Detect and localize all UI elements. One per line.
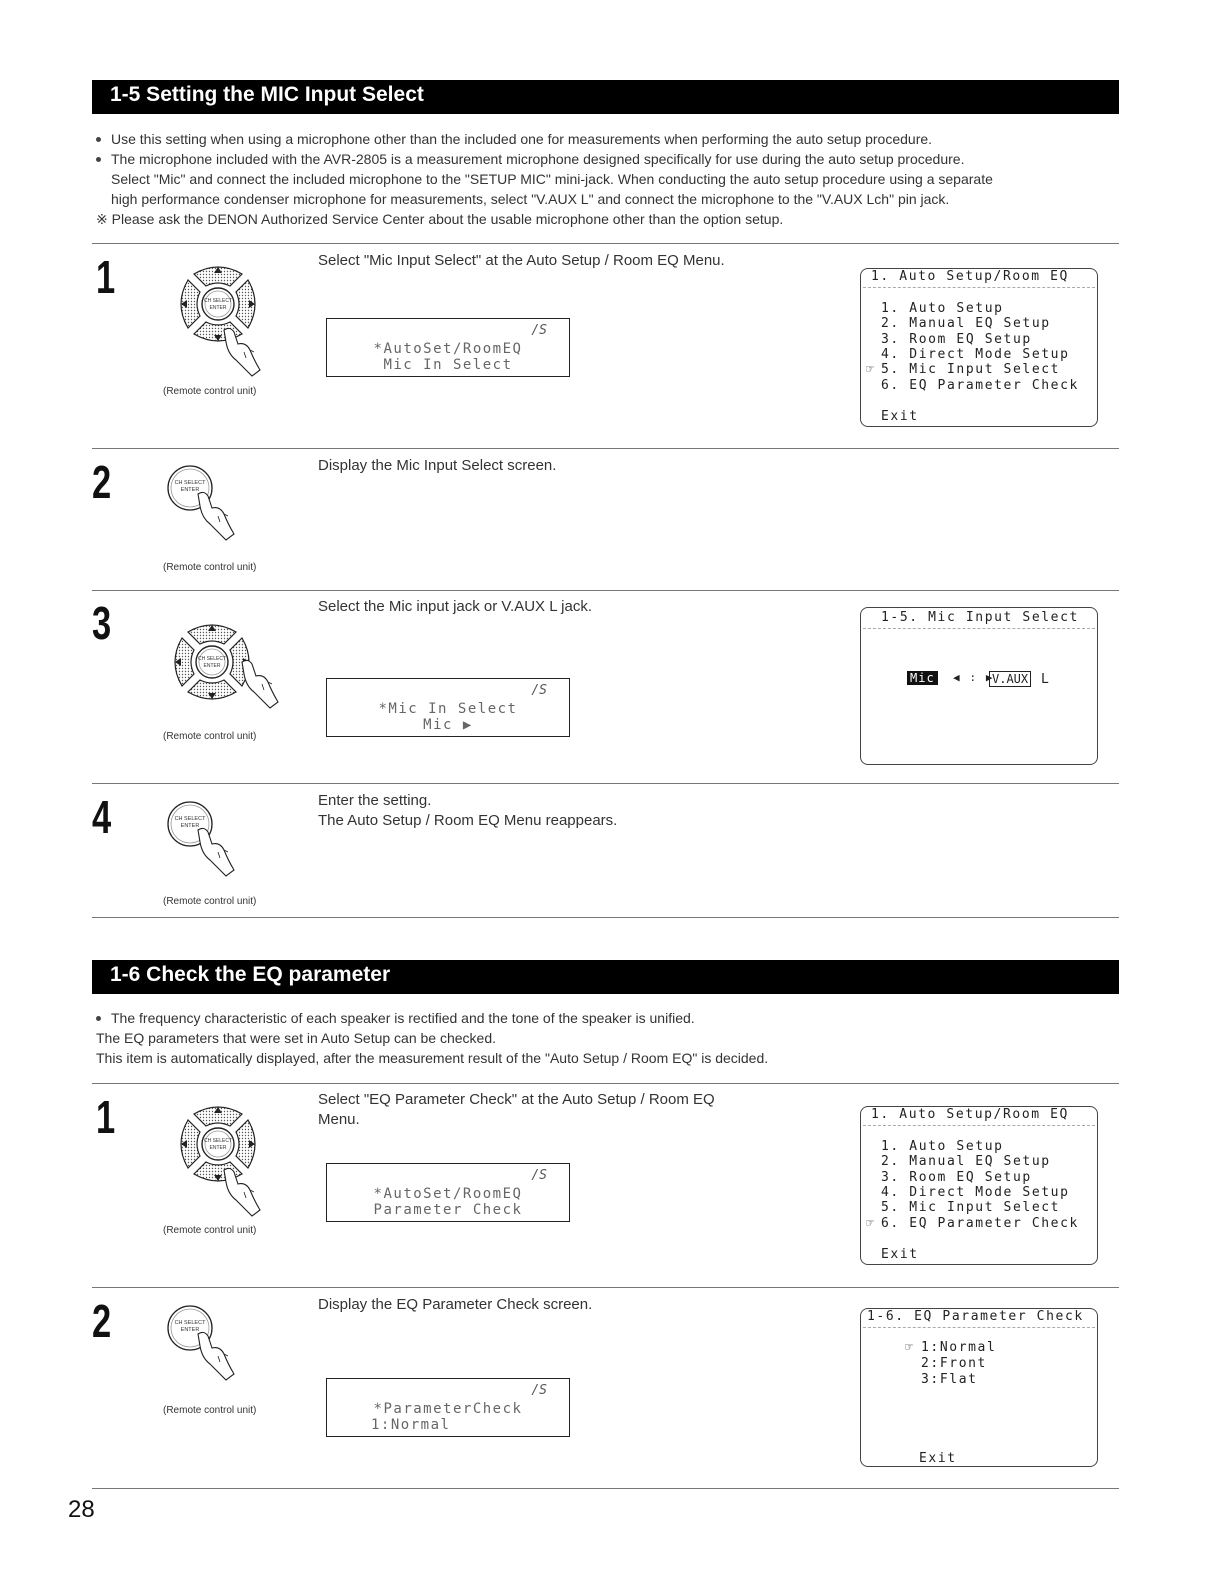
osd-exit: Exit — [919, 1451, 957, 1466]
section-1-5-title: 1-5 Setting the MIC Input Select — [110, 83, 424, 106]
lcd-indicator: /S — [531, 323, 547, 338]
lcd-line-2: Mic ▶ — [423, 717, 473, 733]
lcd-line-2: Parameter Check — [373, 1202, 523, 1218]
lcd-line-1: *AutoSet/RoomEQ — [373, 341, 523, 357]
osd-menu-screen — [860, 1106, 1098, 1265]
osd-rule — [863, 1125, 1095, 1126]
lcd-line-1: *Mic In Select — [378, 701, 518, 717]
step-number: 1 — [96, 1091, 116, 1143]
osd-title: 1. Auto Setup/Room EQ — [871, 1107, 1069, 1122]
lcd-line-1: *ParameterCheck — [373, 1401, 523, 1417]
lcd-display — [326, 1163, 570, 1222]
step-instruction: Enter the setting. — [318, 792, 432, 809]
divider — [92, 1488, 1119, 1489]
divider — [92, 590, 1119, 591]
osd-menu-item: 2. Manual EQ Setup — [881, 1154, 1051, 1169]
intro-line: This item is automatically displayed, after the measurement result of the "Auto Setup / Room EQ" is decided. — [96, 1050, 769, 1066]
osd-menu-item: 6. EQ Parameter Check — [881, 1216, 1079, 1231]
remote-caption: (Remote control unit) — [163, 1225, 257, 1236]
osd-title: 1-5. Mic Input Select — [881, 610, 1079, 625]
step-number: 2 — [92, 1295, 112, 1347]
step-number: 3 — [92, 597, 112, 649]
bullet — [96, 1016, 101, 1021]
lcd-display — [326, 678, 570, 737]
step-instruction: Select the Mic input jack or V.AUX L jack. — [318, 598, 593, 615]
osd-rule — [863, 287, 1095, 288]
pointer-icon: ☞ — [866, 362, 876, 377]
step-instruction: Menu. — [318, 1111, 360, 1128]
divider — [92, 1287, 1119, 1288]
lcd-indicator: /S — [531, 683, 547, 698]
step-number: 1 — [96, 251, 116, 303]
osd-exit: Exit — [881, 409, 919, 424]
remote-dpad-illustration — [160, 610, 290, 720]
bullet — [96, 157, 101, 162]
step-number: 2 — [92, 456, 112, 508]
step-instruction: The Auto Setup / Room EQ Menu reappears. — [318, 812, 618, 829]
osd-menu-item: 6. EQ Parameter Check — [881, 378, 1079, 393]
vaux-suffix: L — [1041, 672, 1051, 687]
osd-eq-item: 3:Flat — [921, 1372, 978, 1387]
bullet — [96, 137, 101, 142]
remote-caption: (Remote control unit) — [163, 896, 257, 907]
osd-menu-item: 2. Manual EQ Setup — [881, 316, 1051, 331]
remote-caption: (Remote control unit) — [163, 731, 257, 742]
lcd-indicator: /S — [531, 1383, 547, 1398]
osd-menu-item: 5. Mic Input Select — [881, 1200, 1061, 1215]
remote-enter-illustration — [160, 1298, 260, 1388]
note-line: ※ Please ask the DENON Authorized Service Center about the usable microphone other than the option setup. — [96, 211, 784, 227]
osd-menu-item: 1. Auto Setup — [881, 301, 1004, 316]
intro-line: Select "Mic" and connect the included microphone to the "SETUP MIC" mini-jack. When conducting the auto setup procedure using a separate — [111, 171, 993, 187]
arrow-icons: ◀ : ▶ — [953, 671, 995, 684]
section-1-6-title: 1-6 Check the EQ parameter — [110, 963, 391, 986]
osd-eq-parameter-screen — [860, 1308, 1098, 1467]
remote-dpad-illustration — [166, 1092, 281, 1217]
lcd-line-2: Mic In Select — [383, 357, 513, 373]
lcd-display — [326, 318, 570, 377]
divider — [92, 783, 1119, 784]
osd-exit: Exit — [881, 1247, 919, 1262]
step-instruction: Select "Mic Input Select" at the Auto Setup / Room EQ Menu. — [318, 252, 725, 269]
divider — [92, 1083, 1119, 1084]
intro-line: The EQ parameters that were set in Auto Setup can be checked. — [96, 1030, 497, 1046]
divider — [92, 917, 1119, 918]
remote-dpad-illustration — [166, 252, 281, 377]
intro-line: high performance condenser microphone for measurements, select "V.AUX L" and connect the microphone to the "V.AUX Lch" pin jack. — [111, 191, 950, 207]
lcd-line-1: *AutoSet/RoomEQ — [373, 1186, 523, 1202]
osd-menu-item: 5. Mic Input Select — [881, 362, 1061, 377]
vaux-option: V.AUX — [989, 671, 1031, 687]
section-1-5-header — [92, 80, 1119, 114]
intro-line: The microphone included with the AVR-2805 is a measurement microphone designed specifically for use during the auto setup procedure. — [111, 151, 965, 167]
remote-caption: (Remote control unit) — [163, 386, 257, 397]
intro-line: The frequency characteristic of each speaker is rectified and the tone of the speaker is unified. — [111, 1010, 695, 1026]
remote-enter-illustration — [160, 458, 260, 548]
osd-rule — [863, 628, 1095, 629]
intro-line: Use this setting when using a microphone other than the included one for measurements when performing the auto setup procedure. — [111, 131, 933, 147]
lcd-display — [326, 1378, 570, 1437]
osd-eq-item: 2:Front — [921, 1356, 987, 1371]
step-number: 4 — [92, 791, 112, 843]
osd-menu-item: 4. Direct Mode Setup — [881, 347, 1070, 362]
osd-menu-item: 4. Direct Mode Setup — [881, 1185, 1070, 1200]
step-instruction: Display the EQ Parameter Check screen. — [318, 1296, 593, 1313]
osd-title: 1. Auto Setup/Room EQ — [871, 269, 1069, 284]
osd-menu-screen — [860, 268, 1098, 427]
mic-option-selected: Mic — [907, 671, 938, 685]
divider — [92, 448, 1119, 449]
lcd-line-2: 1:Normal — [371, 1417, 451, 1433]
page-number: 28 — [68, 1496, 95, 1523]
osd-menu-item: 3. Room EQ Setup — [881, 332, 1032, 347]
remote-enter-illustration — [160, 794, 260, 884]
osd-menu-item: 1. Auto Setup — [881, 1139, 1004, 1154]
osd-mic-input-screen — [860, 607, 1098, 765]
section-1-6-header — [92, 960, 1119, 994]
step-instruction: Select "EQ Parameter Check" at the Auto Setup / Room EQ — [318, 1091, 715, 1108]
remote-caption: (Remote control unit) — [163, 562, 257, 573]
pointer-icon: ☞ — [866, 1216, 876, 1231]
osd-menu-item: 3. Room EQ Setup — [881, 1170, 1032, 1185]
step-instruction: Display the Mic Input Select screen. — [318, 457, 557, 474]
osd-eq-item: 1:Normal — [921, 1340, 997, 1355]
lcd-indicator: /S — [531, 1168, 547, 1183]
divider — [92, 243, 1119, 244]
osd-title: 1-6. EQ Parameter Check — [867, 1309, 1084, 1324]
pointer-icon: ☞ — [905, 1340, 915, 1355]
remote-caption: (Remote control unit) — [163, 1405, 257, 1416]
osd-rule — [863, 1327, 1095, 1328]
